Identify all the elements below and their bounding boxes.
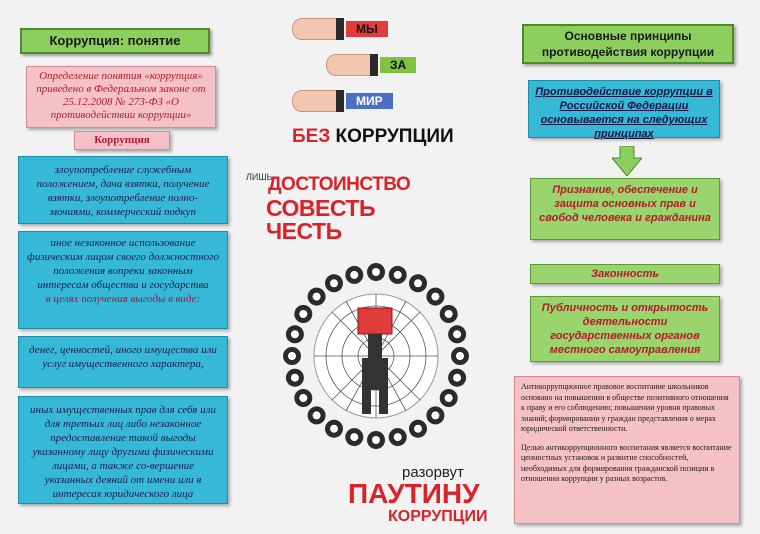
pautinu-title: ПАУТИНУ [348,478,480,509]
web-emblem [276,246,476,456]
fist-row-2 [326,54,448,76]
definition-item-4-text: иных имущественных прав для себя или для третьих лиц либо незаконное предоставление такой выгоды указанному лицу другими физическими лицами, а также со-вершение указанных деяний от имени или в интересах юридического лица [30,404,216,500]
cuff-decoration [336,18,344,40]
gear-icon-glyph [299,310,307,318]
lish-label: ЛИШЬ [246,172,273,182]
cuff-decoration [370,54,378,76]
principle-2: Законность [530,264,720,284]
chess-icon-glyph [445,310,453,318]
diamond-icon-glyph [313,293,321,301]
korruptsii-subtitle: КОРРУПЦИИ [388,508,488,525]
corruption-label: Коррупция [74,131,170,150]
education-note [514,376,740,524]
bag-icon-glyph [291,330,299,338]
key-icon-glyph [299,394,307,402]
coins-icon-glyph [372,268,380,276]
education-note-paragraph-1: Антикоррупционное правовое воспитание школьников основано на повышении в обществе позитивного отношения к праву и его соблюдению; повышении уровня правовых знаний; формировании у граждан представления о мерах юридической ответственности. [521,382,729,433]
korruptsii-word: КОРРУПЦИИ [335,126,454,147]
fist-icon [292,18,340,40]
paw-icon-glyph [350,271,358,279]
principle-1: Признание, обеспечение и защита основных прав и свобод человека и гражданина [530,178,720,240]
dragon-icon-glyph [288,352,296,360]
scales-icon-glyph [414,279,422,287]
definition-box: Определение понятия «коррупция» приведено в Федеральном законе от 25.12.2008 № 273-ФЗ «О противодействии коррупции» [26,66,216,128]
definition-item-2-text: иное незаконное использование физическим лицом своего должностного положения вопреки законным интересам общества и государства [27,237,219,291]
hand-icon-glyph [291,374,299,382]
fist-icon [326,54,374,76]
house-icon-glyph [431,293,439,301]
clock-icon-glyph [453,374,461,382]
flag-icon-glyph [431,411,439,419]
value-word-1: ДОСТОИНСТВО [268,174,411,195]
moon-icon-glyph [372,436,380,444]
education-note-paragraph-2: Целью антикоррупционного воспитания является воспитание ценностных установок и развитие способностей, необходимых для формирования гражданской позиции в отношении коррупции у разных возрастов. [521,442,732,483]
value-word-3: ЧЕСТЬ [266,218,342,244]
book-icon-glyph [313,411,321,419]
fist-row-3 [292,90,448,112]
cross-icon-glyph [350,433,358,441]
definition-item-3 [18,336,228,388]
star-icon-glyph [330,279,338,287]
value-word-2: СОВЕСТЬ [266,195,375,221]
definition-item-4 [18,396,228,504]
arrow-down-icon [612,146,642,176]
definition-item-3-text: денег, ценностей, иного имущества или услуг имущественного характера, [29,344,217,370]
fists-slogan [288,18,448,118]
building-icon-glyph [394,271,402,279]
definition-item-2 [18,231,228,329]
principle-3: Публичность и открытость деятельности государственных органов местного самоуправления [530,296,720,362]
handcuffs-icon-glyph [456,352,464,360]
bez-word: БЕЗ [292,126,331,147]
principles-intro: Противодействие коррупции в Российской Федерации основывается на следующих принципах [528,80,720,138]
definition-item-1 [18,156,228,224]
slogan-word-1: МЫ [346,21,388,37]
fist-icon [292,90,340,112]
blank-icon-glyph [445,394,453,402]
car-icon-glyph [414,425,422,433]
cuff-decoration [336,90,344,112]
razorvut-label: разорвут [402,464,464,481]
pen-icon-glyph [453,330,461,338]
sun-icon-glyph [330,425,338,433]
bez-korruptsii-title [292,126,472,150]
right-header: Основные принципы противодействия коррупции [522,24,734,64]
slogan-word-2: ЗА [380,57,416,73]
definition-item-2-highlight: в целях получения выгоды в виде: [45,293,201,305]
hand-icon-glyph [394,433,402,441]
slogan-word-3: МИР [346,93,393,109]
fist-row-1 [292,18,448,40]
left-header: Коррупция: понятие [20,28,210,54]
definition-item-1-text: злоупотребление служебным положением, дача взятки, получение взятки, злоупотребление полно-мочиями, коммерческий подкуп [36,164,210,218]
